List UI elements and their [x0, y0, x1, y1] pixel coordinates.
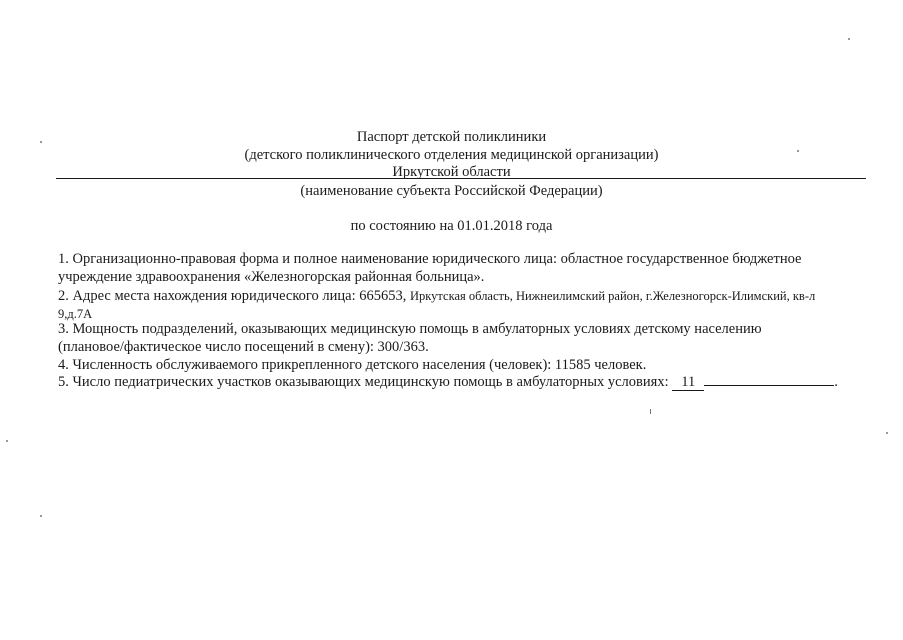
region-underline [56, 178, 866, 179]
scan-speck [40, 515, 42, 517]
item-5-end: . [834, 374, 838, 390]
item-2-line-2: 9,д.7А [58, 307, 93, 321]
document-subtitle: (детского поликлинического отделения медицинской организации) [244, 147, 659, 163]
scan-speck [848, 38, 850, 40]
item-2-label: 2. Адрес места нахождения юридического лица: 665653, [58, 288, 410, 304]
item-5-label: 5. Число педиатрических участков оказывающих медицинскую помощь в амбулаторных условиях: [58, 374, 673, 390]
scan-speck [797, 150, 799, 152]
item-3-line-2: (плановое/фактическое число посещений в смену): 300/363. [58, 339, 429, 355]
document-title: Паспорт детской поликлиники [356, 129, 547, 145]
item-3-line-1: 3. Мощность подразделений, оказывающих медицинскую помощь в амбулаторных условиях детскому населению [58, 321, 762, 337]
item-2-line-1 [58, 287, 815, 305]
item-5-blank-line [704, 385, 834, 386]
scan-speck [40, 141, 42, 143]
item-4: 4. Численность обслуживаемого прикрепленного детского населения (человек): 11585 человек. [58, 357, 647, 373]
item-5 [58, 373, 838, 391]
item-1-line-2: учреждение здравоохранения «Железногорская районная больница». [58, 269, 485, 285]
scan-speck [6, 440, 8, 442]
item-1-line-1: 1. Организационно-правовая форма и полное наименование юридического лица: областное государственное бюджетное [58, 251, 802, 267]
item-2-address: Иркутская область, Нижнеилимский район, г.Железногорск-Илимский, кв-л [410, 289, 816, 303]
scan-speck [650, 409, 651, 414]
region-name: Иркутской области [392, 164, 511, 180]
as-of-date: по состоянию на 01.01.2018 года [350, 218, 553, 234]
region-caption: (наименование субъекта Российской Федерации) [300, 183, 603, 199]
item-5-value: 11 [672, 375, 704, 391]
scan-speck [886, 432, 888, 434]
